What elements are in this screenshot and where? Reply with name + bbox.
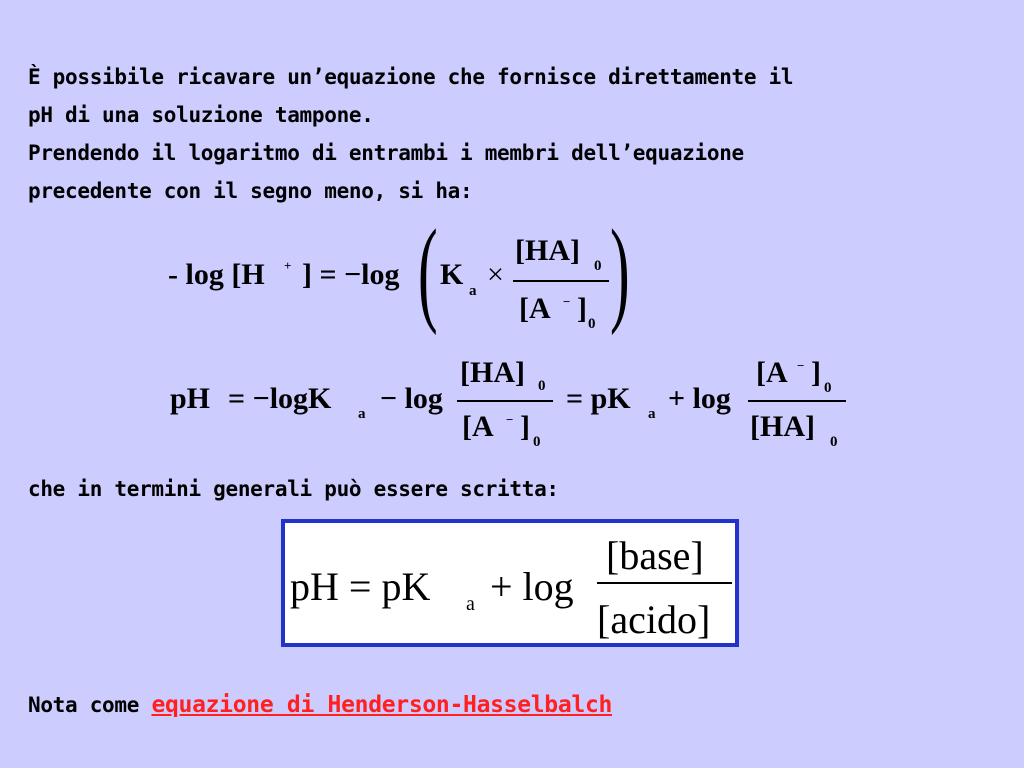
- eq1-den-sup: −: [563, 294, 571, 309]
- intro-line-2: pH di una soluzione tampone.: [28, 103, 374, 127]
- general-line: che in termini generali può essere scritta:: [28, 477, 559, 501]
- eq1-den-close: ]: [577, 292, 587, 325]
- final-den: [acido]: [597, 597, 711, 642]
- eq1-den-sub: 0: [588, 316, 596, 332]
- intro-line-1: È possibile ricavare un’equazione che fornisce direttamente il: [28, 65, 794, 89]
- eq2-den1-sub: 0: [533, 434, 541, 450]
- eq2-num2-sub: 0: [824, 380, 832, 396]
- eq2-a1-sub: a: [358, 406, 366, 422]
- eq2-den2: [HA]: [750, 410, 815, 443]
- henderson-hasselbalch-link[interactable]: equazione di Henderson-Hasselbalch: [151, 692, 613, 718]
- eq2-num1: [HA]: [460, 356, 525, 389]
- note-prefix: Nota come: [28, 693, 152, 717]
- note-line: [28, 686, 988, 724]
- eq1-times: ×: [487, 258, 504, 291]
- eq2-num2: [A: [756, 356, 788, 389]
- eq2-den1: [A: [462, 410, 494, 443]
- eq2-equals-pK: = pK: [566, 382, 631, 415]
- eq1-a-sub: a: [469, 283, 477, 299]
- eq1-K: K: [440, 258, 464, 291]
- eq1-num-sub: 0: [594, 258, 602, 274]
- final-num: [base]: [606, 533, 704, 578]
- eq2-num2-sup: −: [797, 358, 805, 373]
- eq2-den1-sup: −: [506, 412, 514, 427]
- intro-line-4: precedente con il segno meno, si ha:: [28, 179, 473, 203]
- final-plus-log: + log: [490, 564, 574, 609]
- eq1-den: [A: [519, 292, 551, 325]
- eq1-right-paren: ): [610, 205, 630, 336]
- eq2-ph: pH: [170, 382, 211, 415]
- eq2-num2-close: ]: [811, 356, 821, 389]
- eq2-num1-sub: 0: [538, 378, 546, 394]
- eq1-plus-sup: +: [284, 258, 292, 273]
- eq1-num: [HA]: [515, 234, 580, 267]
- eq2-a2-sub: a: [648, 406, 656, 422]
- eq2-den2-sub: 0: [830, 434, 838, 450]
- final-fraction-bar: [597, 582, 732, 584]
- eq1-equals-neglog: ] = −log: [302, 258, 400, 291]
- eq1-lhs: - log [H: [168, 258, 265, 291]
- eq1-left-paren: (: [418, 205, 438, 336]
- final-a-sub: a: [466, 593, 475, 615]
- intro-line-3: Prendendo il logaritmo di entrambi i membri dell’equazione: [28, 141, 744, 165]
- eq2-minus-log: − log: [380, 382, 443, 415]
- eq2-den1-close: ]: [520, 410, 530, 443]
- final-lhs: pH = pK: [290, 564, 431, 609]
- eq2-neglogK: = −logK: [228, 382, 332, 415]
- eq2-plus-log: + log: [668, 382, 731, 415]
